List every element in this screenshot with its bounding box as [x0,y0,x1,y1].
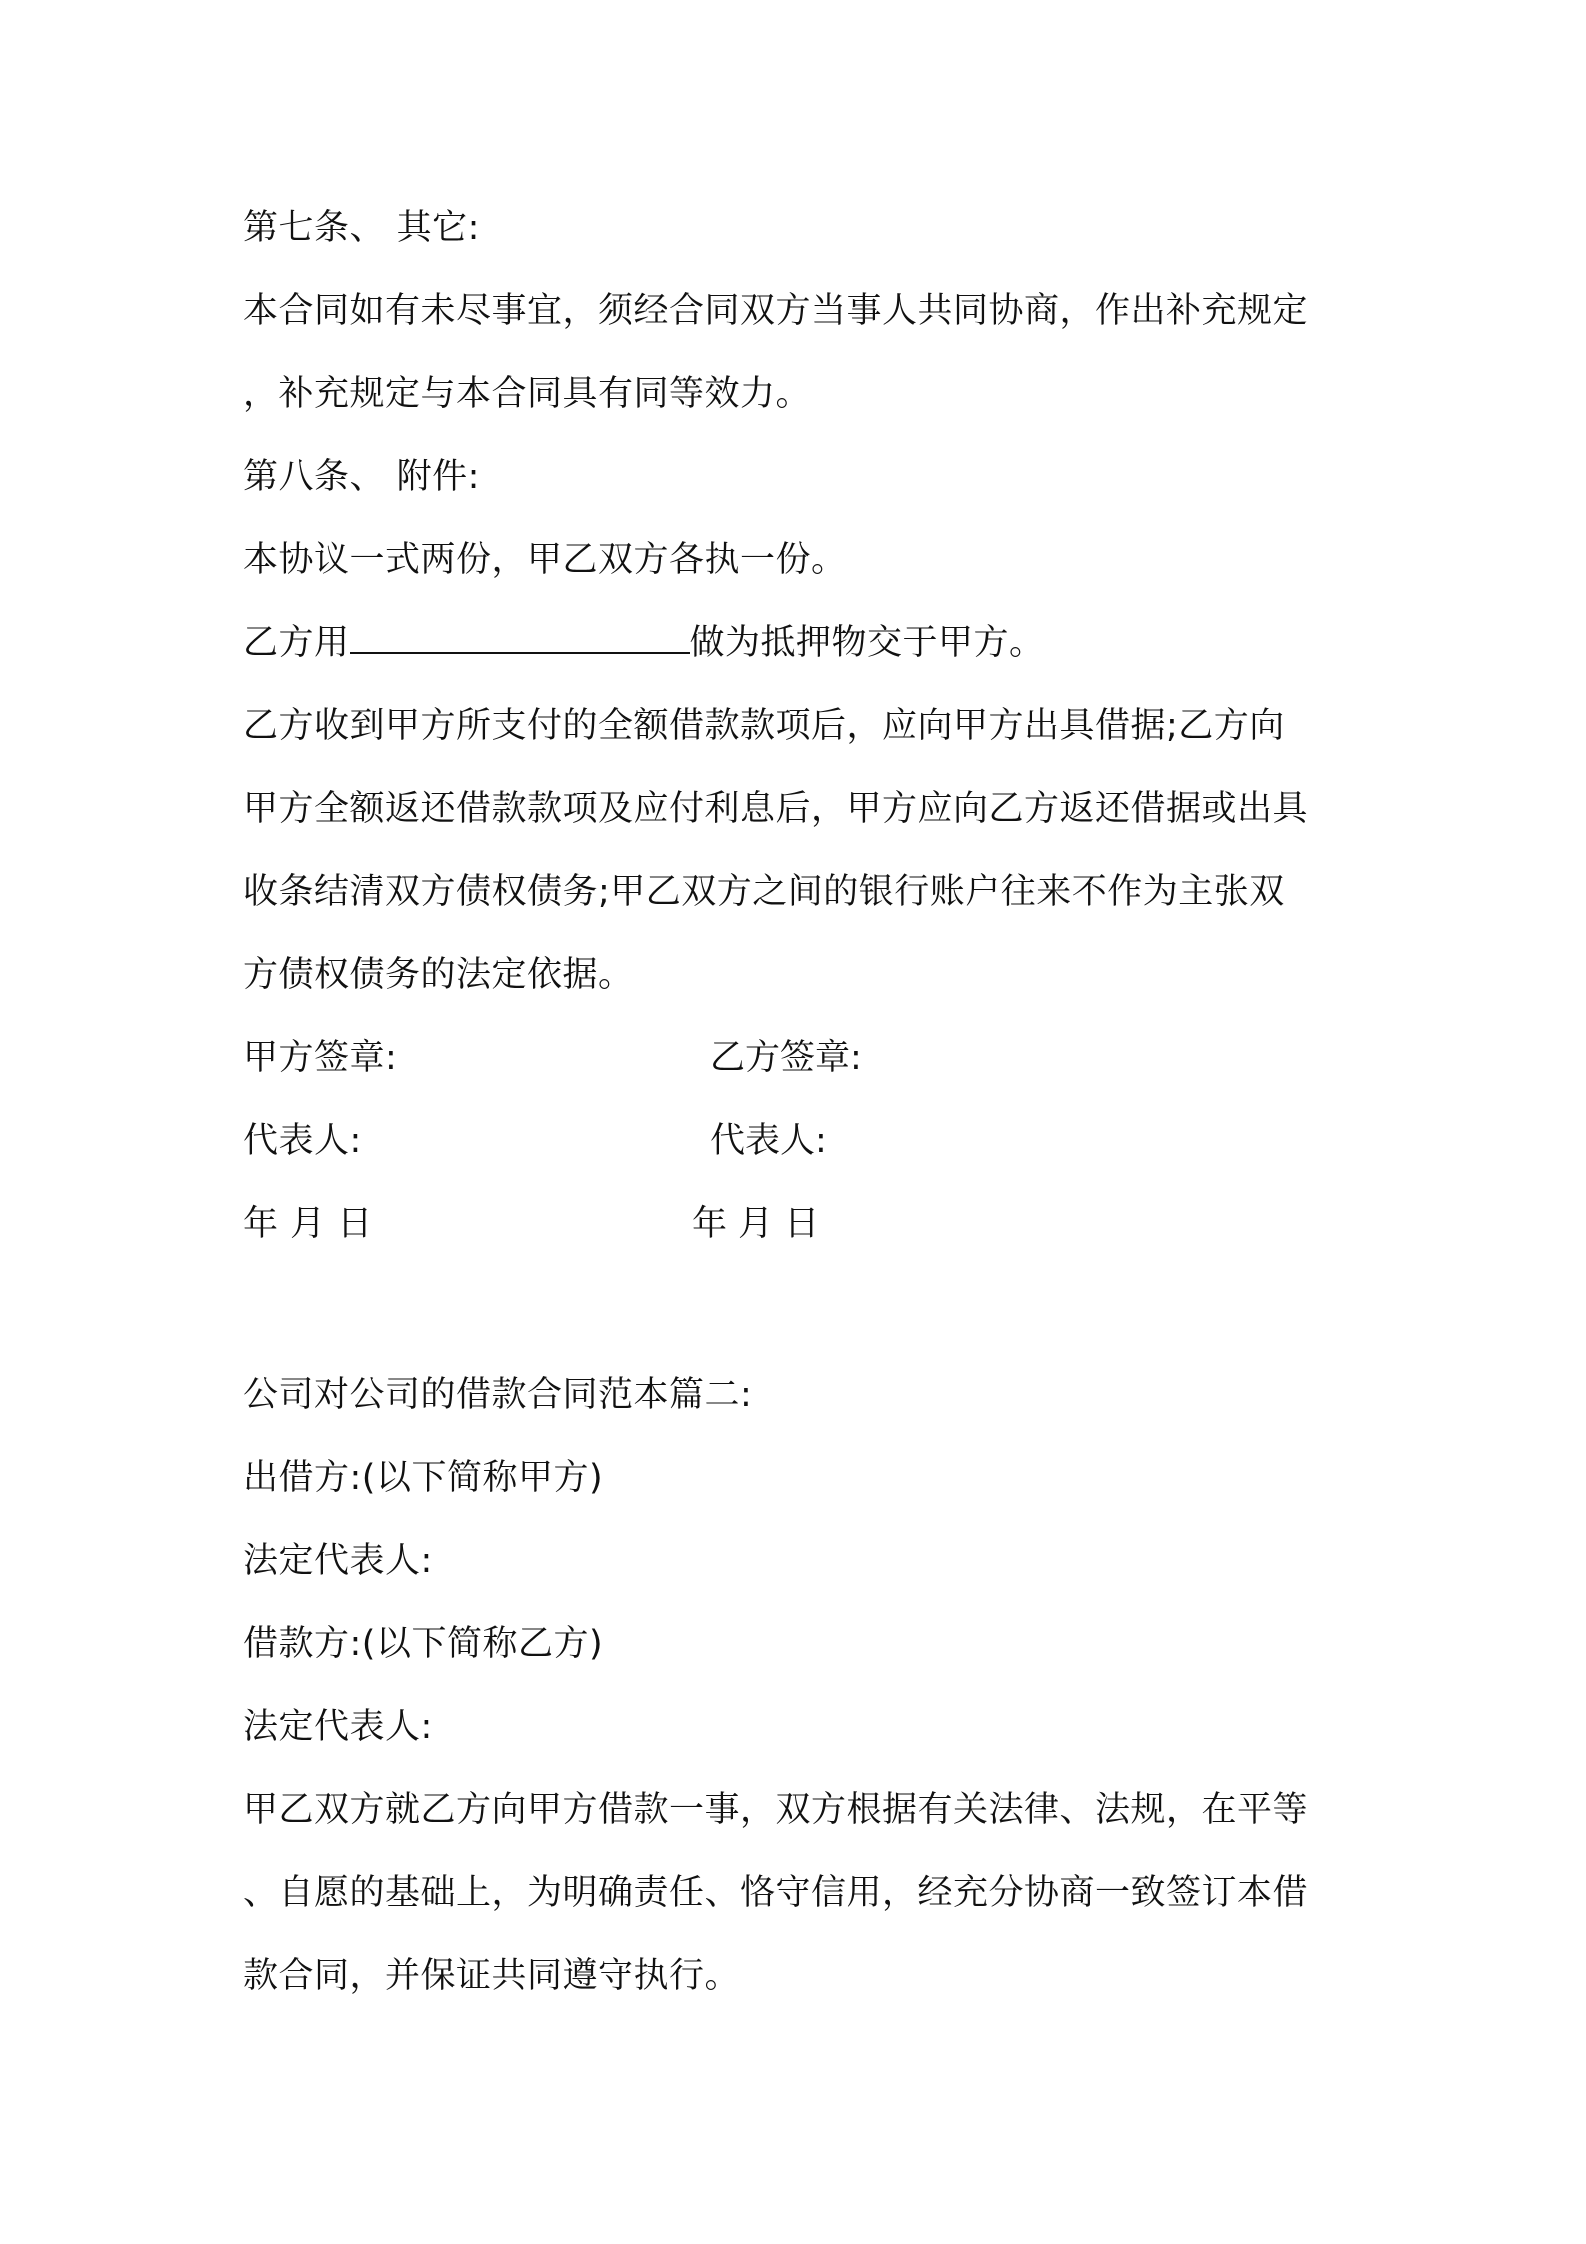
lender-line: 出借方:(以下简称甲方) [243,1458,604,1498]
receipt-line4: 方债权债务的法定依据。 [243,955,634,995]
borrower-line: 借款方:(以下简称乙方) [243,1624,604,1664]
article8-copies: 本协议一式两份，甲乙双方各执一份。 [243,540,847,580]
receipt-line1: 乙方收到甲方所支付的全额借款款项后，应向甲方出具借据;乙方向 [243,706,1285,746]
party-b-rep: 代表人: [710,1121,827,1161]
part2-title: 公司对公司的借款合同范本篇二: [243,1375,753,1415]
receipt-line2: 甲方全额返还借款款项及应付利息后，甲方应向乙方返还借据或出具 [243,789,1309,829]
article7-heading: 第七条、 其它: [243,208,480,248]
collateral-suffix: 做为抵押物交于甲方。 [689,623,1045,663]
lender-rep-line: 法定代表人: [243,1541,433,1581]
article8-heading: 第八条、 附件: [243,457,480,497]
intro-line2: 、自愿的基础上，为明确责任、恪守信用，经充分协商一致签订本借 [243,1873,1309,1913]
party-a-date: 年 月 日 [243,1204,373,1244]
receipt-line3: 收条结清双方债权债务;甲乙双方之间的银行账户往来不作为主张双 [243,872,1285,912]
collateral-line [243,619,1045,667]
party-b-date: 年 月 日 [692,1204,820,1244]
intro-line1: 甲乙双方就乙方向甲方借款一事，双方根据有关法律、法规，在平等 [243,1790,1309,1830]
article7-body-line1: 本合同如有未尽事宜，须经合同双方当事人共同协商，作出补充规定 [243,291,1309,331]
intro-line3: 款合同，并保证共同遵守执行。 [243,1956,741,1996]
collateral-blank [350,622,690,654]
party-b-seal: 乙方签章: [710,1038,862,1078]
borrower-rep-line: 法定代表人: [243,1707,433,1747]
collateral-prefix: 乙方用 [243,623,350,663]
party-a-rep: 代表人: [243,1121,362,1161]
party-a-seal: 甲方签章: [243,1038,398,1078]
article7-body-line2: ，补充规定与本合同具有同等效力。 [243,374,812,414]
